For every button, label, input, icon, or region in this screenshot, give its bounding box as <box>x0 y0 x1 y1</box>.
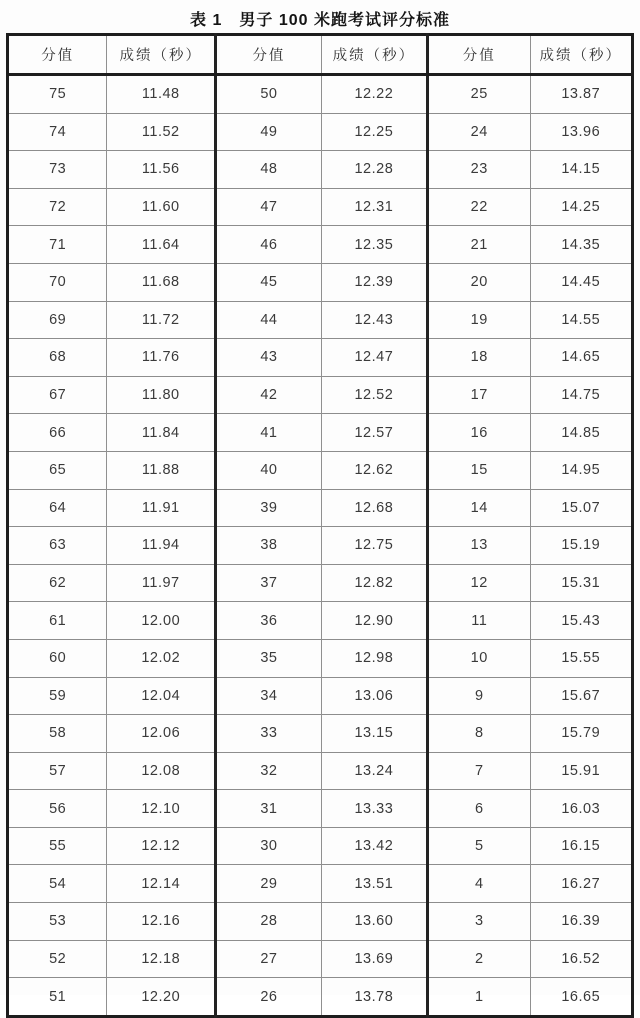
table-cell: 69 <box>8 301 107 339</box>
table-cell: 26 <box>216 978 322 1017</box>
table-cell: 10 <box>428 639 531 677</box>
table-cell: 51 <box>8 978 107 1017</box>
header-cell: 成绩（秒） <box>107 35 216 75</box>
table-cell: 16.65 <box>530 978 633 1017</box>
table-cell: 65 <box>8 451 107 489</box>
table-cell: 27 <box>216 940 322 978</box>
table-cell: 12.47 <box>321 339 427 377</box>
table-cell: 14.95 <box>530 451 633 489</box>
table-cell: 14.25 <box>530 188 633 226</box>
table-cell: 11.68 <box>107 263 216 301</box>
table-cell: 15.67 <box>530 677 633 715</box>
table-cell: 11.60 <box>107 188 216 226</box>
table-row <box>8 151 633 189</box>
table-cell: 12.10 <box>107 790 216 828</box>
table-cell: 11.84 <box>107 414 216 452</box>
table-row <box>8 414 633 452</box>
table-cell: 75 <box>49 86 67 103</box>
table-cell: 52 <box>8 940 107 978</box>
table-cell: 13.06 <box>321 677 427 715</box>
table-body <box>8 75 633 1017</box>
table-cell: 11.94 <box>107 527 216 565</box>
table-cell: 67 <box>8 376 107 414</box>
table-cell: 49 <box>216 113 322 151</box>
table-row <box>8 564 633 602</box>
table-cell: 12 <box>428 564 531 602</box>
table-row <box>8 451 633 489</box>
table-cell: 1 <box>428 978 531 1017</box>
table-cell: 16.27 <box>530 865 633 903</box>
table-cell: 9 <box>428 677 531 715</box>
table-cell: 54 <box>8 865 107 903</box>
table-cell: 11.76 <box>107 339 216 377</box>
table-cell: 12.25 <box>321 113 427 151</box>
table-cell: 68 <box>8 339 107 377</box>
table-row <box>8 639 633 677</box>
table-row <box>8 489 633 527</box>
table-cell: 15.91 <box>530 752 633 790</box>
table-cell: 41 <box>216 414 322 452</box>
table-cell: 14.35 <box>530 226 633 264</box>
table-cell: 12.57 <box>321 414 427 452</box>
table-cell: 12.43 <box>321 301 427 339</box>
table-cell: 11.56 <box>107 151 216 189</box>
table-cell: 12.98 <box>321 639 427 677</box>
table-row <box>8 752 633 790</box>
table-cell: 22 <box>428 188 531 226</box>
table-cell: 12.39 <box>321 263 427 301</box>
table-cell: 5 <box>428 827 531 865</box>
table-cell: 12.14 <box>107 865 216 903</box>
table-cell: 58 <box>8 715 107 753</box>
table-cell: 37 <box>216 564 322 602</box>
table-cell: 71 <box>8 226 107 264</box>
header-cell: 分值 <box>8 35 107 75</box>
scoring-standard-table <box>6 33 634 1018</box>
table-cell: 13.24 <box>321 752 427 790</box>
table-cell: 16.39 <box>530 903 633 941</box>
table-cell: 12.16 <box>107 903 216 941</box>
header-cell: 成绩（秒） <box>321 35 427 75</box>
table-cell: 72 <box>8 188 107 226</box>
table-cell: 15.79 <box>530 715 633 753</box>
table-cell: 63 <box>8 527 107 565</box>
table-row <box>8 827 633 865</box>
table-cell: 12.90 <box>321 602 427 640</box>
table-row <box>8 940 633 978</box>
table-cell: 32 <box>216 752 322 790</box>
table-cell: 19 <box>428 301 531 339</box>
table-cell: 12.20 <box>107 978 216 1017</box>
table-row <box>8 339 633 377</box>
table-cell: 60 <box>8 639 107 677</box>
table-cell: 14.55 <box>530 301 633 339</box>
table-cell: 44 <box>216 301 322 339</box>
table-row <box>8 865 633 903</box>
table-cell: 31 <box>216 790 322 828</box>
table-cell: 12.52 <box>321 376 427 414</box>
table-cell: 12.62 <box>321 451 427 489</box>
table-cell: 33 <box>216 715 322 753</box>
table-cell: 11.72 <box>107 301 216 339</box>
table-row <box>8 188 633 226</box>
table-cell: 24 <box>428 113 531 151</box>
table-cell: 13.42 <box>321 827 427 865</box>
table-title: 表 1 男子 100 米跑考试评分标准 <box>190 12 450 29</box>
table-row <box>8 226 633 264</box>
table-cell: 15.31 <box>530 564 633 602</box>
table-row <box>8 903 633 941</box>
table-cell: 12.02 <box>107 639 216 677</box>
table-cell: 13.96 <box>530 113 633 151</box>
table-cell: 11.48 <box>107 75 216 114</box>
table-cell: 11 <box>428 602 531 640</box>
table-cell: 11.97 <box>107 564 216 602</box>
table-cell: 55 <box>8 827 107 865</box>
table-cell: 74 <box>8 113 107 151</box>
table-cell: 30 <box>216 827 322 865</box>
table-cell: 12.00 <box>107 602 216 640</box>
header-cell: 分值 <box>216 35 322 75</box>
table-row <box>8 527 633 565</box>
table-cell: 12.82 <box>321 564 427 602</box>
table-cell: 38 <box>216 527 322 565</box>
table-cell: 13.78 <box>321 978 427 1017</box>
table-cell: 2 <box>428 940 531 978</box>
table-cell: 43 <box>216 339 322 377</box>
table-cell: 12.28 <box>321 151 427 189</box>
header-cell: 成绩（秒） <box>530 35 633 75</box>
table-cell: 11.64 <box>107 226 216 264</box>
table-cell: 35 <box>216 639 322 677</box>
table-cell: 7 <box>428 752 531 790</box>
table-cell: 64 <box>8 489 107 527</box>
table-cell: 47 <box>216 188 322 226</box>
table-cell: 40 <box>216 451 322 489</box>
table-cell: 15.07 <box>530 489 633 527</box>
table-cell: 13.60 <box>321 903 427 941</box>
table-cell: 45 <box>216 263 322 301</box>
table-cell: 46 <box>216 226 322 264</box>
table-cell: 14.65 <box>530 339 633 377</box>
table-cell: 18 <box>428 339 531 377</box>
table-cell: 16.52 <box>530 940 633 978</box>
table-row <box>8 677 633 715</box>
table-cell: 59 <box>8 677 107 715</box>
table-cell: 12.75 <box>321 527 427 565</box>
table-cell: 56 <box>8 790 107 828</box>
table-cell: 14.75 <box>530 376 633 414</box>
table-cell: 12.22 <box>321 75 427 114</box>
table-cell: 42 <box>216 376 322 414</box>
table-cell: 12.06 <box>107 715 216 753</box>
table-row <box>8 301 633 339</box>
table-cell: 15 <box>428 451 531 489</box>
table-cell: 16 <box>428 414 531 452</box>
table-cell: 21 <box>428 226 531 264</box>
table-row <box>8 790 633 828</box>
table-cell: 14.45 <box>530 263 633 301</box>
table-header <box>8 35 633 75</box>
table-cell: 3 <box>428 903 531 941</box>
table-row <box>8 113 633 151</box>
table-cell: 14 <box>428 489 531 527</box>
table-cell: 25 <box>428 75 531 114</box>
table-cell: 12.68 <box>321 489 427 527</box>
table-cell: 12.35 <box>321 226 427 264</box>
table-cell: 8 <box>428 715 531 753</box>
table-cell: 29 <box>216 865 322 903</box>
table-cell: 50 <box>216 75 322 114</box>
table-cell: 61 <box>8 602 107 640</box>
table-cell: 12.12 <box>107 827 216 865</box>
table-cell: 23 <box>428 151 531 189</box>
table-cell: 14.85 <box>530 414 633 452</box>
table-cell: 16.03 <box>530 790 633 828</box>
table-cell: 28 <box>216 903 322 941</box>
table-cell: 17 <box>428 376 531 414</box>
table-cell: 48 <box>216 151 322 189</box>
table-cell: 6 <box>428 790 531 828</box>
table-cell: 12.08 <box>107 752 216 790</box>
table-row <box>8 978 633 1017</box>
table-cell: 16.15 <box>530 827 633 865</box>
table-cell: 12.04 <box>107 677 216 715</box>
table-cell: 11.80 <box>107 376 216 414</box>
table-cell: 13 <box>428 527 531 565</box>
table-row <box>8 75 633 114</box>
table-cell: 15.19 <box>530 527 633 565</box>
table-cell: 12.31 <box>321 188 427 226</box>
table-row <box>8 263 633 301</box>
table-cell: 34 <box>216 677 322 715</box>
header-cell: 分值 <box>428 35 531 75</box>
table-cell: 70 <box>8 263 107 301</box>
table-cell: 73 <box>8 151 107 189</box>
table-cell: 13.51 <box>321 865 427 903</box>
table-cell: 57 <box>8 752 107 790</box>
table-cell: 13.87 <box>530 75 633 114</box>
table-cell: 14.15 <box>530 151 633 189</box>
table-row <box>8 602 633 640</box>
table-cell: 4 <box>428 865 531 903</box>
table-cell: 11.88 <box>107 451 216 489</box>
header-row <box>8 35 633 75</box>
table-cell: 66 <box>8 414 107 452</box>
table-cell: 13.15 <box>321 715 427 753</box>
table-row <box>8 715 633 753</box>
table-cell: 53 <box>8 903 107 941</box>
table-cell: 13.69 <box>321 940 427 978</box>
table-cell: 12.18 <box>107 940 216 978</box>
table-cell: 39 <box>216 489 322 527</box>
table-cell: 11.91 <box>107 489 216 527</box>
table-cell: 11.52 <box>107 113 216 151</box>
table-cell: 36 <box>216 602 322 640</box>
table-row <box>8 376 633 414</box>
table-cell: 15.43 <box>530 602 633 640</box>
table-cell: 13.33 <box>321 790 427 828</box>
table-cell: 20 <box>428 263 531 301</box>
table-cell: 62 <box>8 564 107 602</box>
table-cell: 15.55 <box>530 639 633 677</box>
